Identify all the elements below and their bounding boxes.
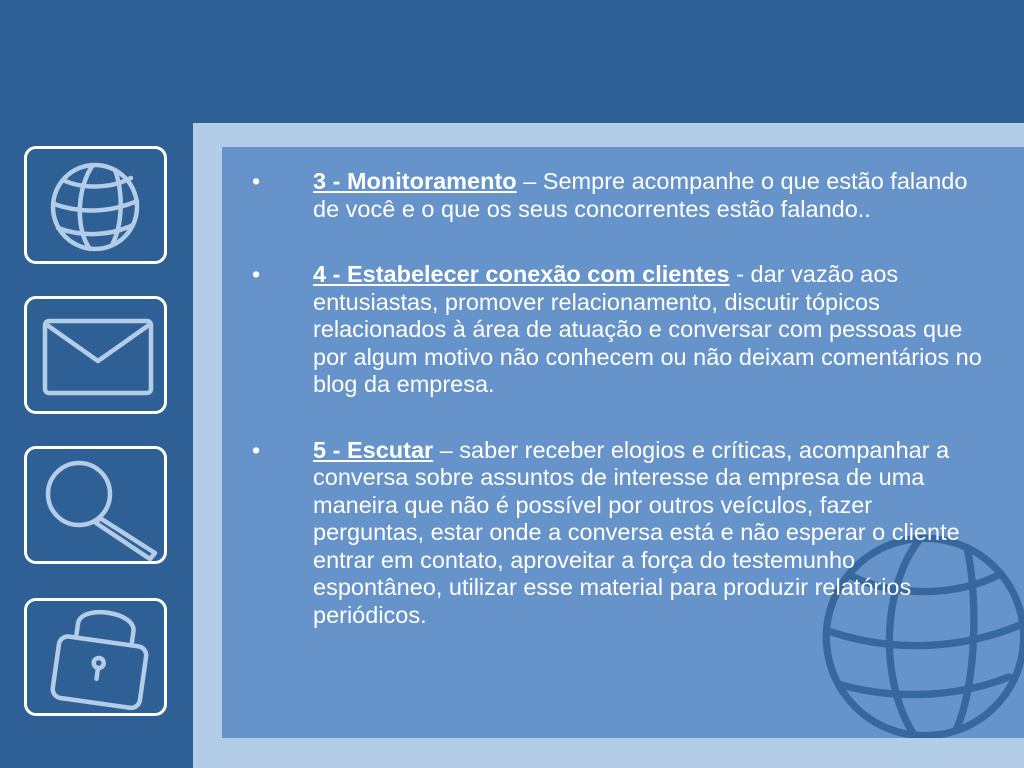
globe-icon [27, 149, 164, 261]
bullet-icon: • [252, 168, 261, 194]
mail-tile [24, 296, 167, 414]
item-title: 3 - Monitoramento [313, 168, 517, 194]
padlock-icon [27, 601, 164, 713]
globe-tile [24, 146, 167, 264]
item-title: 5 - Escutar [313, 436, 434, 463]
list-item-monitoramento [252, 168, 982, 223]
item-text: - dar vazão aos entusiastas, promover relacionamento, discutir tópicos relacionados à área de atuação e conversar com pessoas que por algum motivo não conhecem ou não deixam comentários no blog da empresa. [313, 261, 982, 397]
topics-list [252, 168, 982, 667]
bullet-icon: • [252, 436, 261, 463]
item-title: 4 - Estabelecer conexão com clientes [313, 261, 730, 287]
envelope-icon [27, 299, 164, 411]
lock-tile [24, 598, 167, 716]
item-text: – Sempre acompanhe o que estão falando de você e o que os seus concorrentes estão falando.. [313, 168, 968, 222]
search-tile [24, 446, 167, 564]
magnifier-icon [27, 449, 164, 561]
list-item-escutar [252, 437, 982, 630]
list-item-conexao [252, 261, 982, 399]
bullet-icon: • [252, 261, 261, 287]
item-text: – saber receber elogios e críticas, acompanhar a conversa sobre assuntos de interesse da empresa de uma maneira que não é possível por outros veículos, fazer perguntas, estar onde a conversa está e não esperar o cliente entrar em contato, aproveitar a força do testemunho espontâneo, utilizar esse material para produzir relatórios periódicos. [313, 436, 960, 628]
